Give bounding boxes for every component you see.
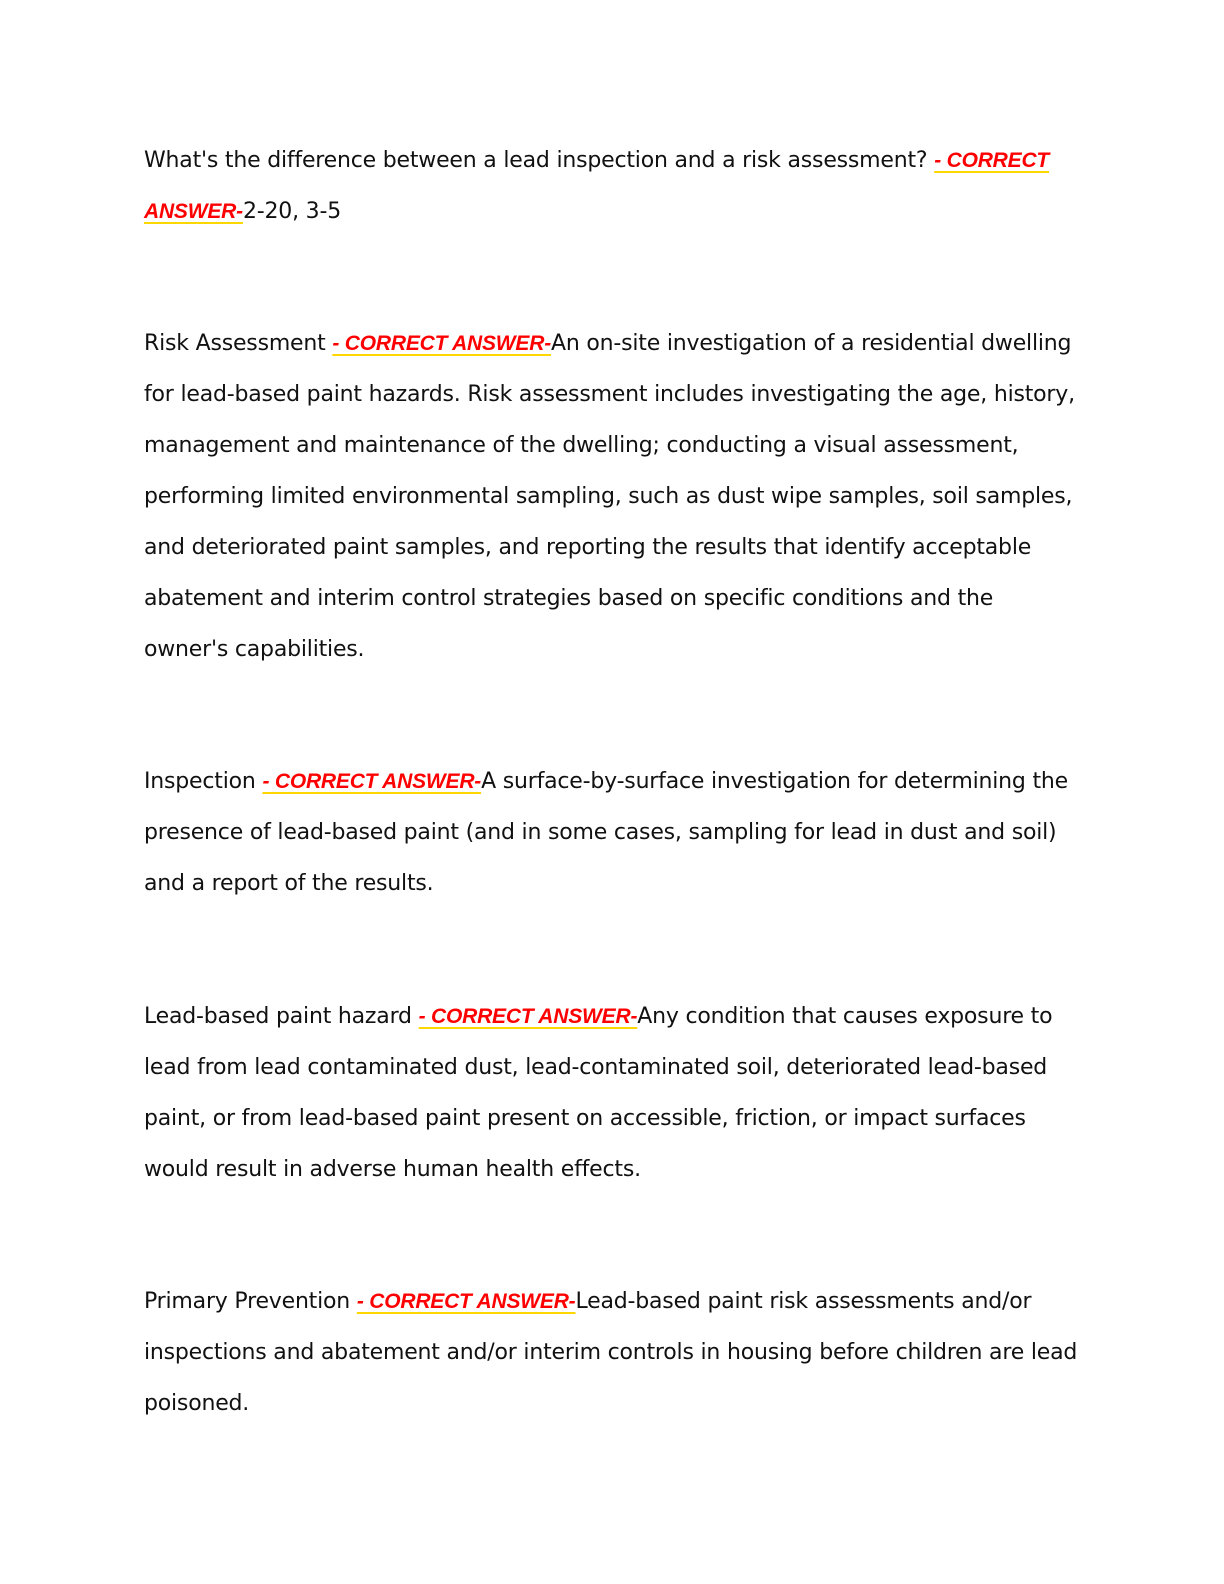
term-text: Risk Assessment xyxy=(144,331,333,356)
question-text: What's the difference between a lead inspection and a risk assessment? xyxy=(144,148,935,173)
term-text: Inspection xyxy=(144,769,263,794)
answer-text: 2-20, 3-5 xyxy=(242,199,341,224)
qa-entry-primary-prevention xyxy=(144,1276,1080,1429)
correct-answer-marker: - CORRECT ANSWER- xyxy=(332,332,551,355)
qa-entry-lead-based-paint-hazard xyxy=(144,991,1080,1195)
term-text: Primary Prevention xyxy=(144,1289,357,1314)
definition-text: A surface-by-surface investigation for determining the presence of lead-based paint (and in some cases, sampling for lead in dust and soil) and a report of the results. xyxy=(144,769,1068,896)
definition-text: Any condition that causes exposure to lead from lead contaminated dust, lead-contaminated soil, deteriorated lead-based paint, or from lead-based paint present on accessible, friction, or impact surfaces would result in adverse human health effects. xyxy=(144,1004,1053,1182)
correct-answer-marker: - CORRECT ANSWER- xyxy=(418,1005,638,1028)
qa-entry-risk-assessment xyxy=(144,318,1080,675)
term-text: Lead-based paint hazard xyxy=(144,1004,419,1029)
correct-answer-marker: - CORRECT ANSWER- xyxy=(144,149,1050,223)
correct-answer-marker: - CORRECT ANSWER- xyxy=(356,1290,576,1313)
qa-entry-lead-inspection-vs-risk-assessment xyxy=(144,135,1080,237)
correct-answer-marker: - CORRECT ANSWER- xyxy=(262,770,482,793)
definition-text: Lead-based paint risk assessments and/or inspections and abatement and/or interim controls in housing before children are lead poisoned. xyxy=(144,1289,1078,1416)
qa-entry-inspection xyxy=(144,756,1080,909)
definition-text: An on-site investigation of a residential dwelling for lead-based paint hazards. Risk assessment includes investigating the age, history, management and maintenance of the dwelling; conducting a visual assessment, performing limited environmental sampling, such as dust wipe samples, soil samples, and deteriorated paint samples, and reporting the results that identify acceptable abatement and interim control strategies based on specific conditions and the owner's capabilities. xyxy=(144,331,1075,662)
